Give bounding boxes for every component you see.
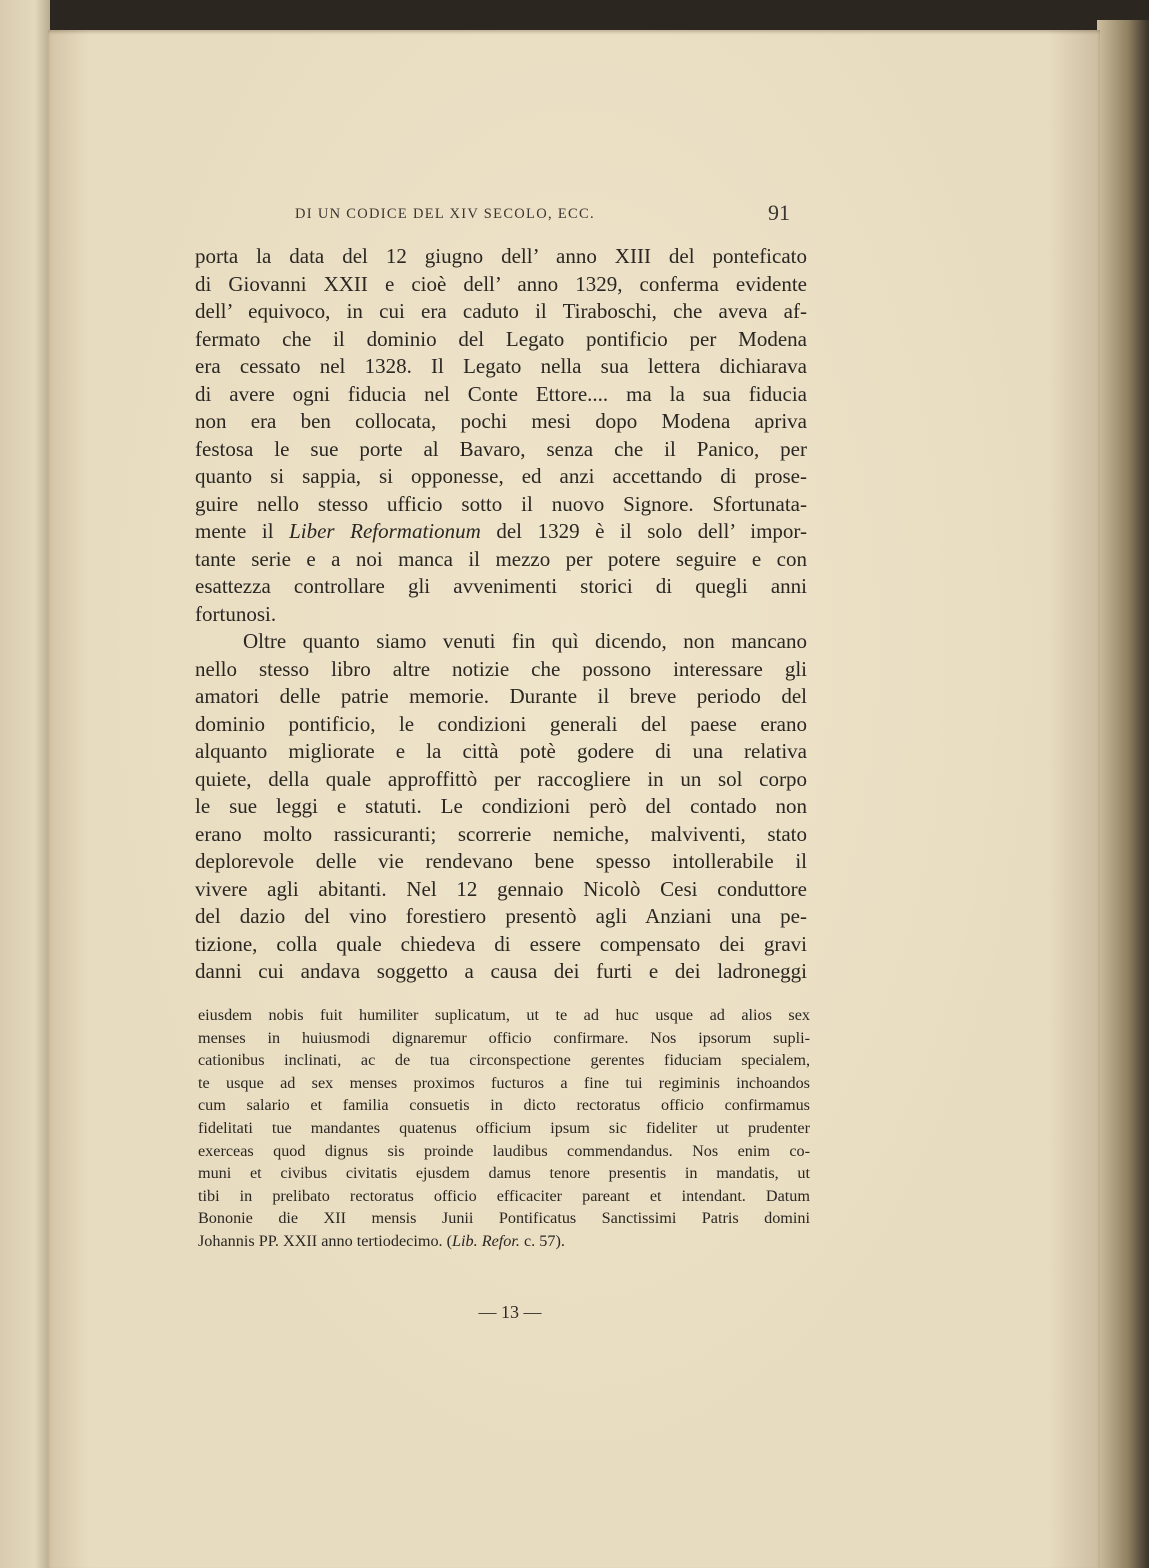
- text-line-liber: [195, 518, 807, 546]
- text-line: tizione, colla quale chiedeva di essere compensato dei gravi: [195, 931, 807, 956]
- text-segment: del 1329 è il solo dell’ impor-: [480, 519, 807, 543]
- paragraph-start: Oltre quanto siamo venuti fin quì dicendo, non mancano: [243, 629, 807, 653]
- facing-page-edge: [0, 0, 50, 1568]
- text-line: era cessato nel 1328. Il Legato nella sua lettera dichiarava: [195, 354, 807, 378]
- text-line: esattezza controllare gli avvenimenti storici di quegli anni: [195, 574, 807, 598]
- footnote-line: te usque ad sex menses proximos fucturos a fine tui regiminis inchoandos: [198, 1073, 810, 1092]
- text-line: dell’ equivoco, in cui era caduto il Tiraboschi, che aveva af-: [195, 299, 807, 323]
- folio-number: — 13 —: [478, 1302, 542, 1322]
- text-line: non era ben collocata, pochi mesi dopo Modena apriva: [195, 409, 807, 433]
- footnote-line: muni et civibus civitatis ejusdem damus tenore presentis in mandatis, ut: [198, 1164, 810, 1183]
- footnote-line: cationibus inclinati, ac de tua circonspectione gerentes fiduciam specialem,: [198, 1051, 810, 1070]
- text-line: vivere agli abitanti. Nel 12 gennaio Nicolò Cesi conduttore: [195, 876, 807, 901]
- running-head: DI UN CODICE DEL XIV SECOLO, ECC.: [295, 206, 595, 222]
- page-number: 91: [768, 200, 790, 225]
- book-title-italic: Liber Reformationum: [289, 519, 481, 543]
- citation-italic: Lib. Refor.: [452, 1231, 520, 1250]
- footnote: [198, 1004, 810, 1253]
- text-line: porta la data del 12 giugno dell’ anno XIII del ponteficato: [195, 244, 807, 268]
- text-line: erano molto rassicuranti; scorrerie nemiche, malviventi, stato: [195, 821, 807, 846]
- text-line: tante serie e a noi manca il mezzo per potere seguire e con: [195, 546, 807, 571]
- text-line: fortunosi.: [195, 601, 277, 626]
- text-line: danni cui andava soggetto a causa dei furti e dei ladroneggi: [195, 959, 807, 983]
- main-text: [195, 243, 807, 986]
- footnote-line: eiusdem nobis fuit humiliter suplicatum, ut te ad huc usque ad alios sex: [198, 1006, 810, 1024]
- page-header: [195, 200, 792, 230]
- text-segment: c. 57).: [519, 1231, 565, 1250]
- text-segment: Johannis PP. XXII anno tertiodecimo. (: [198, 1231, 453, 1250]
- text-line: nello stesso libro altre notizie che possono interessare gli: [195, 656, 807, 681]
- text-line: fermato che il dominio del Legato pontificio per Modena: [195, 326, 807, 351]
- text-line: quiete, della quale approffittò per raccogliere in un sol corpo: [195, 766, 807, 791]
- text-line: le sue leggi e statuti. Le condizioni però del contado non: [195, 794, 807, 818]
- footnote-line: tibi in prelibato rectoratus officio efficaciter pareant et intendant. Datum: [198, 1186, 810, 1205]
- footnote-line: Bononie die XII mensis Junii Pontificatus Sanctissimi Patris domini: [198, 1209, 810, 1228]
- text-line: di avere ogni fiducia nel Conte Ettore.... ma la sua fiducia: [195, 381, 807, 406]
- text-line: dominio pontificio, le condizioni generali del paese erano: [195, 711, 807, 736]
- text-line: quanto si sappia, si opponesse, ed anzi accettando di prose-: [195, 464, 807, 488]
- text-line: alquanto migliorate e la città potè godere di una relativa: [195, 739, 807, 763]
- footnote-line: cum salario et familia consuetis in dicto rectoratus officio confirmamus: [198, 1096, 810, 1115]
- text-segment: mente il: [195, 519, 290, 543]
- footnote-line: menses in huiusmodi dignaremur officio confirmare. Nos ipsorum supli-: [198, 1028, 810, 1047]
- book-edge-shadow: [1097, 20, 1149, 1568]
- text-line: del dazio del vino forestiero presentò agli Anziani una pe-: [195, 904, 807, 928]
- text-line: di Giovanni XXII e cioè dell’ anno 1329, conferma evidente: [195, 271, 807, 296]
- footnote-line: exerceas quod dignus sis proinde laudibus commendandus. Nos enim co-: [198, 1141, 810, 1160]
- text-line: festosa le sue porte al Bavaro, senza che il Panico, per: [195, 436, 807, 461]
- text-line: amatori delle patrie memorie. Durante il breve periodo del: [195, 684, 807, 708]
- footnote-line: fidelitati tue mandantes quatenus officium ipsum sic fideliter ut prudenter: [198, 1118, 810, 1137]
- footnote-line-citation: [198, 1230, 810, 1253]
- text-line: guire nello stesso ufficio sotto il nuovo Signore. Sfortunata-: [195, 491, 807, 516]
- text-line: deplorevole delle vie rendevano bene spesso intollerabile il: [195, 849, 807, 873]
